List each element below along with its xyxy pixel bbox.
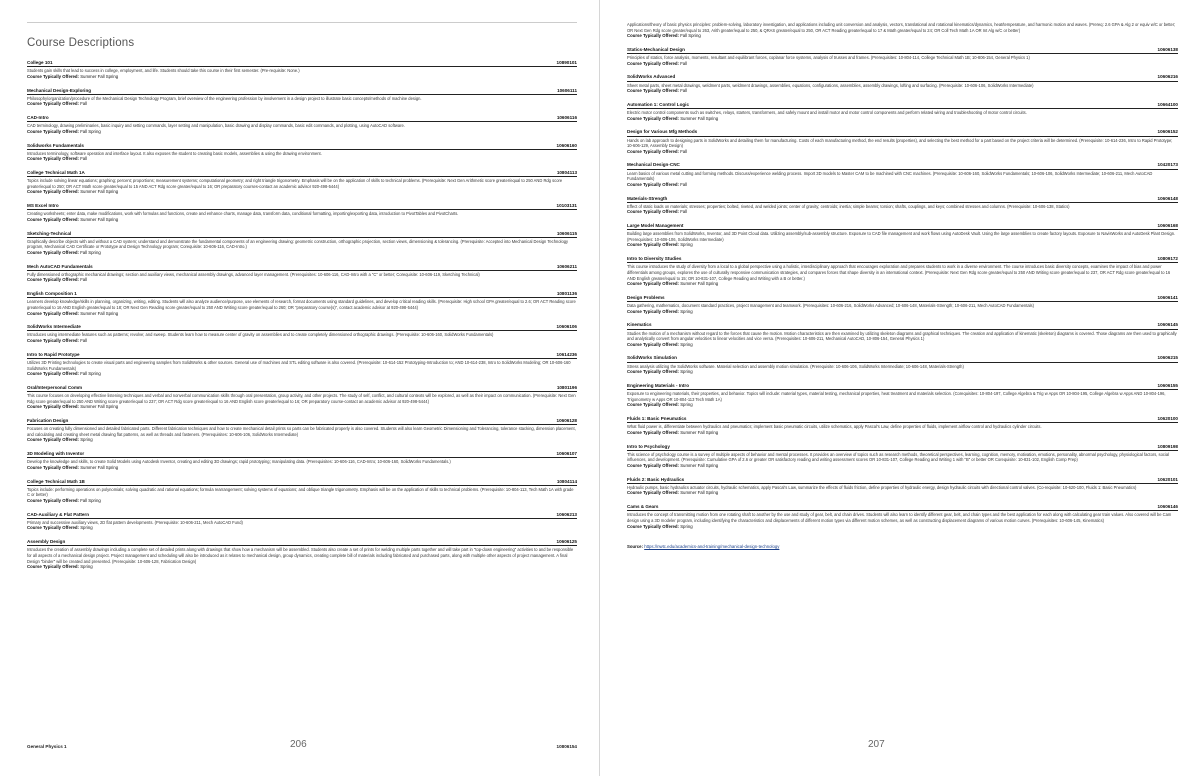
course-description: This course introduces the study of diversity from a local to a global perspective using a holistic, interdisciplinary approach that encourages exploration and prepares students to work in a diverse environment. The course introduces basic diversity concepts, examines the impact of bias and power differentials among groups, explores the use of culturally responsive communication strategies, and compares forces that shape diversity in an international context. (Prerequisite: Next Gen Rdg score greater/equal to 250 AND Writing score greater/equal to 237, OR ACT Rdg score greater/equal to 16 AND English greater/equal to 15; OR 10-831-107, College Reading and Writing with a B or better.) [627, 264, 1171, 281]
course-entry [27, 231, 577, 256]
course-name: Mechanical Design-CNC [627, 162, 680, 168]
course-name: Fabrication Design [27, 417, 69, 423]
course-header [27, 203, 577, 210]
course-code: 10614236 [556, 351, 577, 357]
course-name: Engineering Materials - Intro [627, 382, 690, 388]
offered-value: Summer Fall Spring [680, 281, 719, 287]
offered-label: Course Typically Offered: [627, 490, 679, 496]
course-description: Introduces the creation of assembly drawings including a complete set of detailed prints along with drawings that show how a mechanism will be assembled. Students also create a set of prints for welding multiple parts together and will take part in "top-down engineering" activities to and be responsible for all aspects of a mechanical design project. Project management and scheduling will also be introduced as it relates to mechanical design, group dynamics, creating complete bill of materials including fabricated and purchased parts, along with multiple other aspects of project management. A final Design "binder" will be created and presented. (Prerequisite: 10-606-128, Fabrication Design) [27, 547, 574, 564]
offered-value: Summer Fall Spring [680, 429, 719, 435]
course-entry [627, 416, 1178, 435]
course-description: Studies the motion of a mechanism without regard to the forces that cause the motion. Motion characteristics are then examined by utilizing skeleton diagrams and graphical techniques. The creation and application of kinematic (skeleton) diagrams is covered. Those diagrams are then used to graphically and analytically convert from angular velocities to linear velocities and vice versa. (Prerequisites: 10-606-211, Mechanical AutoCAD, 10-806-154, General Physics 1) [627, 330, 1177, 342]
offered-label: Course Typically Offered: [627, 181, 679, 187]
course-offered [27, 404, 577, 409]
course-name: Automation 1: Control Logic [627, 101, 690, 107]
course-offered [627, 116, 1178, 121]
course-header [627, 47, 1178, 54]
course-description: What fluid power is, differentiate between hydraulics and pneumatics; implement basic pneumatic circuits, utilize schematics, apply Pascal's Law, define properties of fluids, implement airflow control and hydraulics cylinder circuits. [627, 424, 1042, 430]
course-code: 10420173 [1157, 162, 1178, 168]
course-entry [27, 418, 577, 443]
offered-label: Course Typically Offered: [627, 429, 679, 435]
course-description: Hydraulic pumps, basic hydraulics actuator circuits, hydraulic schematics, apply Pascal's Law, summarize the effects of fluids friction, define properties of hydraulic energy, design hydraulic circuits with directional control valves. (Co-requisite: 10-620-100, Fluids 1: Basic Pneumatics) [627, 484, 1137, 490]
course-entry [27, 264, 577, 283]
offered-value: Summer Fall Spring [680, 462, 719, 468]
course-code: 10801136 [556, 291, 577, 297]
course-entry [627, 322, 1178, 347]
course-name: College 101 [27, 60, 53, 65]
course-description: Stress analysis utilizing the SolidWorks software. Material selection and assembly motion simulation. (Prerequisite: 10-606-106, SolidWorks Intermediate; 10-606-148, Materials-Strength) [627, 363, 964, 369]
course-name: Design for Various Mfg Methods [627, 129, 698, 135]
course-code: 10606125 [556, 539, 577, 545]
course-name: Fluids 2: Basic Hydraulics [627, 476, 685, 482]
right-page [600, 0, 1200, 776]
course-name: Mechanical Design-Exploring [27, 87, 92, 93]
course-code: 10890101 [556, 60, 577, 65]
page-number-right: 207 [868, 739, 885, 750]
course-name: College Technical Math 1A [27, 170, 85, 175]
course-code: 10801196 [556, 384, 577, 390]
offered-label: Course Typically Offered: [27, 310, 79, 316]
course-entry [27, 291, 577, 316]
offered-label: Course Typically Offered: [627, 209, 679, 215]
course-offered [627, 463, 1178, 468]
course-name: Design Problems [627, 294, 665, 300]
course-entry [27, 451, 577, 470]
course-description: Develop the knowledge and skills, to create Solid Models using Autodesk Inventor, creating and editing 3D drawings; rapid prototyping; manipulating data. (Prerequisites: 10-606-116, CAD-Intro; 10-606-160, SolidWorks Fundamentals.) [27, 459, 451, 465]
course-code: 10606141 [1157, 294, 1178, 300]
course-header [27, 291, 577, 298]
course-code: 10606145 [1157, 322, 1178, 328]
course-name: Oral/Interpersonal Comm [27, 384, 83, 390]
course-header [27, 231, 577, 238]
course-code: 10806154 [556, 744, 577, 749]
course-offered [627, 402, 1178, 407]
course-header [627, 196, 1178, 203]
course-description: Primary and successive auxiliary views, 2D flat pattern developments. (Prerequisite: 10-606-211, Mech AutoCAD Fund) [27, 519, 243, 525]
course-description: Graphically describe objects with and without a CAD system; understand and demonstrate the fundamental components of an engineering drawing: geometric construction, orthographic projection, section views, dimensioning & tolerancing. (Prerequisite: Accepted into Mechanical Design Technology program, Mechanical CAD Certificate or Prototype and Design Technology program; Corequisite: 10-606-116, CAD-Intro.) [27, 238, 569, 250]
offered-value: Spring [80, 437, 93, 443]
offered-label: Course Typically Offered: [27, 564, 79, 570]
course-name: MS Excel Intro [27, 203, 59, 209]
offered-value: Summer Fall Spring [680, 115, 719, 121]
course-name: Intro to Psychology [627, 443, 670, 449]
course-code: 10809198 [1157, 443, 1178, 449]
course-name: Large Model Management [627, 223, 684, 229]
offered-label: Course Typically Offered: [27, 128, 79, 134]
course-entry [627, 223, 1178, 248]
course-offered [27, 129, 577, 134]
offered-label: Course Typically Offered: [27, 189, 79, 195]
course-name: Statics-Mechanical Design [627, 46, 685, 52]
course-description: Sheet metal parts, sheet metal drawings, weldment parts, weldment drawings, assemblies, equations, configurations, assemblies, assembly drawings, lofting and surfacing. (Prerequisite: 10-606-106, SolidWorks Intermediate) [627, 82, 1034, 88]
course-entry [627, 256, 1178, 286]
course-header [27, 451, 577, 458]
course-entry [27, 512, 577, 531]
course-entry [627, 295, 1178, 314]
course-header [27, 352, 577, 359]
course-header [27, 60, 577, 67]
offered-label: Course Typically Offered: [627, 308, 679, 314]
offered-value: Fall [680, 148, 688, 154]
offered-value: Fall Spring [80, 249, 101, 255]
course-entry [627, 355, 1178, 374]
continuation-text: Applications/theory of basic physics principles: problem-solving, laboratory investigation, and applications including unit conversion and analysis, vectors, translational and rotational kinematics/dynamics, heat/temperature, and harmonic motion and waves. (Prereq: 2.6 GPA & Alg 2 or equiv w/C or better; OR Next Gen Rdg score greater/equal to 263, Arith greater/equal to 250, & QRAS greater/equal to 250, OR ACT Reading greater/equal to 17 & Math greater/equal to 24; OR Coll Tech Math 1A OR Int Alg w/C or better) [627, 22, 1176, 33]
course-offered [627, 209, 1178, 214]
offered-label: Course Typically Offered: [27, 156, 79, 162]
course-name: Solidworks Fundamentals [27, 142, 84, 148]
course-description: Data gathering, mathematics, document standard practices, project management and teamwork. (Prerequisites: 10-606-216, SolidWorks Advanced; 10-606-148, Materials-Strength; 10-606-211, Mech AutoCAD Fundamentals) [627, 303, 1034, 309]
course-description: Hands on lab approach to designing parts in SolidWorks and detailing them for manufacturing. Costs of each manufacturing method, the end results (properties), and selecting the best method for a part based on the project criteria will be determined. (Prerequisite: 10-614-236, Intro to Rapid Prototype; 10-606-129, Assembly Design) [627, 137, 1173, 149]
offered-label: Course Typically Offered: [27, 249, 79, 255]
course-name: Sketching-Technical [27, 230, 72, 236]
offered-label: Course Typically Offered: [27, 497, 79, 503]
course-code: 10606215 [1157, 355, 1178, 361]
offered-label: Course Typically Offered: [627, 462, 679, 468]
offered-value: Summer Fall Spring [80, 404, 119, 410]
course-description: Focuses on creating fully dimensioned and detailed fabricated parts. Different fabrication techniques and how to create mechanical detail prints so parts can be fabricated properly is also covered. Students will also learn Geometric Dimensioning and Tolerancing, tolerance stacking, dimension placement, and calculating and creating sheet metal drawing flat patterns, as well as threads and fasteners. (Prerequisites: 10-606-106, SolidWorks Intermediate) [27, 426, 576, 437]
course-offered [27, 371, 577, 376]
offered-label: Course Typically Offered: [27, 371, 79, 377]
course-entry [27, 385, 577, 410]
course-offered [27, 156, 577, 161]
offered-value: Summer Fall Spring [80, 216, 119, 222]
offered-value: Fall [680, 60, 688, 66]
course-header [27, 88, 577, 95]
course-offered [27, 217, 577, 222]
course-code: 10606168 [1157, 223, 1178, 229]
course-header [627, 129, 1178, 136]
course-header [627, 355, 1178, 362]
course-name: SolidWorks Intermediate [27, 324, 81, 330]
course-code: 10606128 [556, 417, 577, 423]
course-header [627, 444, 1178, 451]
course-header [27, 418, 577, 425]
course-name: 3D Modeling with Inventor [27, 451, 85, 457]
offered-value: Summer Fall Spring [80, 73, 119, 79]
course-description: Learn basics of various metal cutting and forming methods. Discuss/experience welding process. Import 3D models to Master CAM to be machined with CNC machines. (Prerequisite: 10-606-160, SolidWorks Fundamentals; 10-606-106, SolidWorks Intermediate; 10-606-211, Mech AutoCAD Fundamentals) [627, 170, 1153, 182]
course-header [627, 322, 1178, 329]
course-header [27, 264, 577, 271]
offered-value: Fall [80, 156, 88, 162]
course-entry [627, 74, 1178, 93]
course-name: English Composition 1 [27, 291, 77, 297]
course-offered [627, 430, 1178, 435]
course-description: Principles of statics, force analysis, moments, resultant and equilibrant forces, coplanar force systems, analysis of trusses and frames. (Prerequisites: 10-804-114, College Technical Math 1B; 10-806-154, General Physics 1) [627, 55, 1030, 61]
course-code: 10804114 [556, 478, 577, 484]
course-offered [627, 490, 1178, 495]
continuation-offered [627, 33, 1178, 38]
course-entry [27, 88, 577, 107]
course-offered [27, 465, 577, 470]
course-name: SolidWorks Advanced [627, 74, 676, 80]
course-offered [627, 281, 1178, 286]
course-header [627, 102, 1178, 109]
source-label: Source: [627, 543, 643, 549]
course-name: Kinematics [627, 322, 652, 328]
course-offered [27, 338, 577, 343]
course-header [627, 504, 1178, 511]
offered-label: Course Typically Offered: [627, 402, 679, 408]
offered-label: Course Typically Offered: [627, 281, 679, 287]
course-code: 10103131 [556, 203, 577, 209]
course-code: 10606111 [557, 87, 577, 93]
course-description: This science of psychology course is a survey of multiple aspects of behavior and mental processes. It provides an overview of topics such as research methods, theoretical perspectives, learning, cognition, memory, motivation, emotions, personality, abnormal psychology, physiological factors, social influences, and development. (Prerequisite: Cumulative GPA of 2.6 or greater OR satisfactory reading and writing assessment scores OR 10-831-107, College Reading and Writing 1 with "B" or better OR Corequisite: 10-831-102, English Comp Prep) [627, 451, 1169, 463]
offered-value: Spring [80, 564, 93, 570]
offered-value: Summer Fall Spring [80, 464, 119, 470]
course-entry [27, 479, 577, 504]
course-description: Introduces the concept of transmitting motion from one rotating shaft to another by the use and study of gear, belt, and chain drives. Students will also learn to identify different gear, belt, and chain types and the best application for each along with calculating gear train values. Also covered will be Cam design using a 3D modeler program, including identifying the characteristics and displacements of different motion types via different motion schemes, as well as constructing displacement diagrams of various motion curves. (Prerequisites: 10-606-145, Kinematics) [627, 512, 1172, 523]
course-code: 10606152 [1157, 129, 1178, 135]
course-entry [627, 477, 1178, 496]
course-name: College Technical Math 1B [27, 478, 85, 484]
course-code: 10620101 [1157, 476, 1178, 482]
course-entry [627, 102, 1178, 121]
course-description: This course focuses on developing effective listening techniques and verbal and nonverbal communication skills through oral presentation, group activity, and other projects. The study of self, conflict, and cultural contexts will be explored, as well as their impact on communication. (Prerequisite: Next Gen Rdg score greater/equal to 250 AND Writing score greater/equal to 237; OR ACT Rdg score greater/equal to 16 AND English score greater/equal to 16; OR preparatory course-contact an academic advisor at 920-498-5444) [27, 393, 576, 404]
course-entry [627, 444, 1178, 469]
offered-value: Fall Spring [80, 497, 101, 503]
offered-value: Fall [680, 209, 688, 215]
course-entry [27, 324, 577, 343]
course-name: Cams & Gears [627, 504, 659, 510]
offered-value: Fall Spring [680, 33, 701, 39]
course-entry [27, 539, 577, 569]
offered-label: Course Typically Offered: [627, 33, 679, 39]
offered-value: Spring [680, 242, 693, 248]
offered-label: Course Typically Offered: [627, 115, 679, 121]
course-entry [27, 170, 577, 195]
course-header [27, 385, 577, 392]
offered-label: Course Typically Offered: [27, 73, 79, 79]
course-header [27, 324, 577, 331]
course-name: General Physics 1 [27, 744, 67, 749]
offered-label: Course Typically Offered: [27, 216, 79, 222]
course-name: CAD-Intro [27, 115, 49, 120]
offered-value: Fall Spring [80, 128, 101, 134]
offered-value: Spring [680, 523, 693, 529]
course-name: Materials-Strength [627, 195, 668, 201]
course-offered [27, 437, 577, 442]
course-offered [627, 182, 1178, 187]
course-header [27, 115, 577, 122]
source-line [627, 544, 1178, 549]
course-code: 10664100 [1157, 101, 1178, 107]
course-header [627, 74, 1178, 81]
course-offered [27, 498, 577, 503]
course-offered [27, 250, 577, 255]
offered-label: Course Typically Offered: [627, 148, 679, 154]
course-header [627, 256, 1178, 263]
course-description: Topics include: performing operations on polynomials; solving quadratic and rational equations; formula rearrangement; solving systems of equations; and oblique triangle trigonometry. Emphasis will be on the application of skills to technical problems. (Prerequisite: 10-804-113, Tech Math 1A with grade C or better) [27, 486, 574, 498]
course-header [627, 223, 1178, 230]
offered-label: Course Typically Offered: [627, 88, 679, 94]
course-header [27, 170, 577, 177]
course-code: 10606216 [1157, 74, 1178, 80]
course-description: Philosophy/organization/procedure of the Mechanical Design Technology Program, brief overview of the engineering profession by involvement in a design project to illustrate basic concepts/methods of machine design. [27, 95, 422, 101]
offered-label: Course Typically Offered: [627, 523, 679, 529]
offered-value: Spring [80, 525, 93, 531]
course-offered [27, 74, 577, 79]
offered-label: Course Typically Offered: [27, 277, 79, 283]
course-offered [627, 342, 1178, 347]
course-code: 10804113 [556, 170, 577, 175]
course-entry [627, 47, 1178, 66]
offered-value: Spring [680, 308, 693, 314]
offered-value: Fall [680, 181, 688, 187]
course-description: Effect of static loads on materials; stresses; properties; bolted, riveted, and welded joints; center of gravity; centroids; inertia; simple beams; torsion; shafts, couplings, and keys; combined stresses and columns. (Prerequisite: 10-606-138, Statics) [627, 203, 1070, 209]
course-description: CAD terminology, drawing preliminaries, basic inquiry and setting commands, layer setting and manipulation, basic drawing and display commands, basic edit commands, and plotting, using AutoCAD software. [27, 123, 405, 129]
course-description: Fully dimensioned orthographic mechanical drawings; section and auxiliary views, mechanical assembly drawings, advanced layer management. (Prerequisites: 10-606-116, CAD-Intro with a "C" or better; Corequisite: 10-606-119, Sketching Technical) [27, 271, 480, 277]
course-code: 10606160 [556, 142, 577, 148]
course-code: 10606107 [556, 451, 577, 457]
course-header [27, 512, 577, 519]
offered-value: Fall [80, 277, 88, 283]
page-number-left: 206 [290, 739, 307, 750]
offered-label: Course Typically Offered: [27, 464, 79, 470]
course-description: Building large assemblies from SolidWorks, Inventor, and 3D Point Cloud data. Utilizing assembly/sub-assembly structure. Exposure to CAD file management and work flows using AutoDesk Vault. Using the large assemblies to create factory layouts. Exposure to NavisWorks and AutoDesk Plant Design. (Prerequisites: 10-606-106, SolidWorks Intermediate) [627, 231, 1176, 242]
course-name: CAD-Auxiliary & Flat Pattern [27, 511, 90, 517]
course-name: Mech AutoCAD Fundamentals [27, 263, 93, 269]
course-offered [27, 189, 577, 194]
course-header [627, 295, 1178, 302]
course-offered [627, 524, 1178, 529]
offered-label: Course Typically Offered: [627, 60, 679, 66]
course-header [627, 477, 1178, 484]
course-offered [627, 242, 1178, 247]
course-code: 10620100 [1157, 416, 1178, 422]
course-header [27, 539, 577, 546]
page-title: Course Descriptions [27, 22, 577, 49]
offered-value: Summer Fall Spring [680, 490, 719, 496]
course-name: Fluids 1: Basic Pneumatics [627, 416, 687, 422]
course-offered [27, 101, 577, 106]
course-entry [27, 203, 577, 222]
offered-label: Course Typically Offered: [627, 341, 679, 347]
offered-label: Course Typically Offered: [627, 369, 679, 375]
course-name: Intro to Rapid Prototype [27, 351, 80, 357]
course-offered [627, 369, 1178, 374]
offered-label: Course Typically Offered: [27, 525, 79, 531]
course-code: 10809172 [1157, 256, 1178, 262]
course-description: Topics include solving linear equations; graphing; percent; proportions; measurement systems; computational geometry; and right triangle trigonometry. Emphasis will be on the application of skills to technical problems. (Prerequisite: Next Gen Arithmetic score greater/equal to 250 AND Rdg score greater/equal to 250; OR ACT Math score greater/equal to 15 AND ACT Rdg score greater/equal to 16; OR preparatory courses-contact an academic advisor 920-498-5444) [27, 178, 563, 189]
offered-label: Course Typically Offered: [27, 404, 79, 410]
course-code: 10606211 [556, 263, 577, 269]
course-entry [627, 383, 1178, 408]
course-description: Exposure to engineering materials, their properties, and behavior. Topics will include: material types, material testing, mechanical properties, heat treatment and materials selection. (Corequisites: 10-804-197, College Algebra & Trig w Apps OR 10-804-195, College Algebra w Apps AND 10-804-196, Trigonometry w Apps OR 10-804-113 Tech Math 1A) [627, 391, 1166, 402]
offered-value: Spring [680, 341, 693, 347]
offered-value: Fall Spring [80, 371, 101, 377]
course-entry [627, 129, 1178, 154]
course-name: Assembly Design [27, 539, 66, 545]
course-name: Intro to Diversity Studies [627, 256, 682, 262]
course-offered [627, 61, 1178, 66]
right-course-list [627, 47, 1178, 529]
course-header [27, 479, 577, 486]
course-entry [27, 115, 577, 134]
course-code: 10606148 [1157, 195, 1178, 201]
offered-label: Course Typically Offered: [27, 338, 79, 344]
course-header [27, 143, 577, 150]
left-course-list [27, 60, 577, 570]
course-offered [27, 277, 577, 282]
course-offered [27, 525, 577, 530]
offered-value: Summer Fall Spring [80, 189, 119, 195]
offered-label: Course Typically Offered: [27, 437, 79, 443]
course-offered [27, 311, 577, 316]
course-description: Creating worksheets; enter data, make modifications, work with formulas and functions, create and enhance charts, manage data, transform data, conditional formatting, importing/exporting data, introduction to PivotTables and PivotCharts. [27, 211, 459, 217]
course-description: Introduces using intermediate features such as patterns; revolve; and sweep. Students learn how to measure center of gravity on assemblies and to create completely dimensioned orthographic drawings. (Prerequisite: 10-606-160, SolidWorks Fundamentals) [27, 332, 494, 338]
source-link[interactable]: https://nwtc.edu/academics-and-training/mechanical-design-technology [644, 543, 780, 549]
course-description: Learners develop knowledge/skills in planning, organizing, writing, editing. Students will also analyze audience/purpose, use elements of research, format documents using standard guidelines, and develop critical reading skills. (Prerequisite: High school GPA greater/equal to 2.6; OR ACT Reading score greater/equal to 16 AND English greater/equal to 18; OR Next Gen Reading score greater/equal to 250 AND Writing score greater/equal to 260; OR "preparatory course(s)", contact academic advisor at 920-498-5444) [27, 299, 576, 310]
course-entry [627, 504, 1178, 529]
course-code: 10606146 [1157, 504, 1178, 510]
course-entry [27, 352, 577, 377]
offered-value: Summer Fall Spring [80, 310, 119, 316]
course-entry [27, 60, 577, 79]
offered-label: Course Typically Offered: [27, 101, 79, 107]
course-header [627, 162, 1178, 169]
course-description: Utilizes 3D Printing technologies to create visual parts and engineering samples from SolidWorks & other sources. General use of machines and STL editing software is also covered. (Prerequisite: 10-614-152 Prototyping-Introduction to; AND 10-614-238, Intro to SolidWorks Modeling; OR 10-606-160 SolidWorks Fundamentals) [27, 359, 571, 371]
course-code: 10606155 [1157, 382, 1178, 388]
offered-value: Fall [80, 101, 88, 107]
course-description: Electric motor control components such as switches, relays, starters, transformers, and safely mount and install motor and motor control components and perform related wiring and troubleshooting of motor control circuits. [627, 110, 1027, 116]
course-description: Introduces terminology, software operation and interface layout. It also exposes the student to creating basic models, assemblies & using the drawing environment. [27, 150, 322, 156]
course-entry [627, 162, 1178, 187]
course-entry [627, 196, 1178, 215]
course-code: 10606116 [556, 115, 577, 120]
course-offered [627, 88, 1178, 93]
course-entry [27, 143, 577, 162]
course-code: 10606213 [556, 511, 577, 517]
offered-value: Fall [80, 338, 88, 344]
course-header [627, 416, 1178, 423]
course-code: 10606115 [556, 230, 577, 236]
course-header [627, 383, 1178, 390]
course-offered [27, 564, 577, 569]
course-offered [627, 309, 1178, 314]
course-description: Students gain skills that lead to success in college, employment, and life. Students should take this course in their first semester. (Pre-requisite: None.) [27, 68, 300, 74]
offered-value: Spring [680, 369, 693, 375]
course-code: 10606138 [1157, 46, 1178, 52]
course-code: 10606106 [556, 324, 577, 330]
offered-label: Course Typically Offered: [627, 242, 679, 248]
offered-value: Spring [680, 402, 693, 408]
offered-value: Fall [680, 88, 688, 94]
course-offered [627, 149, 1178, 154]
course-name: SolidWorks Simulation [627, 355, 677, 361]
